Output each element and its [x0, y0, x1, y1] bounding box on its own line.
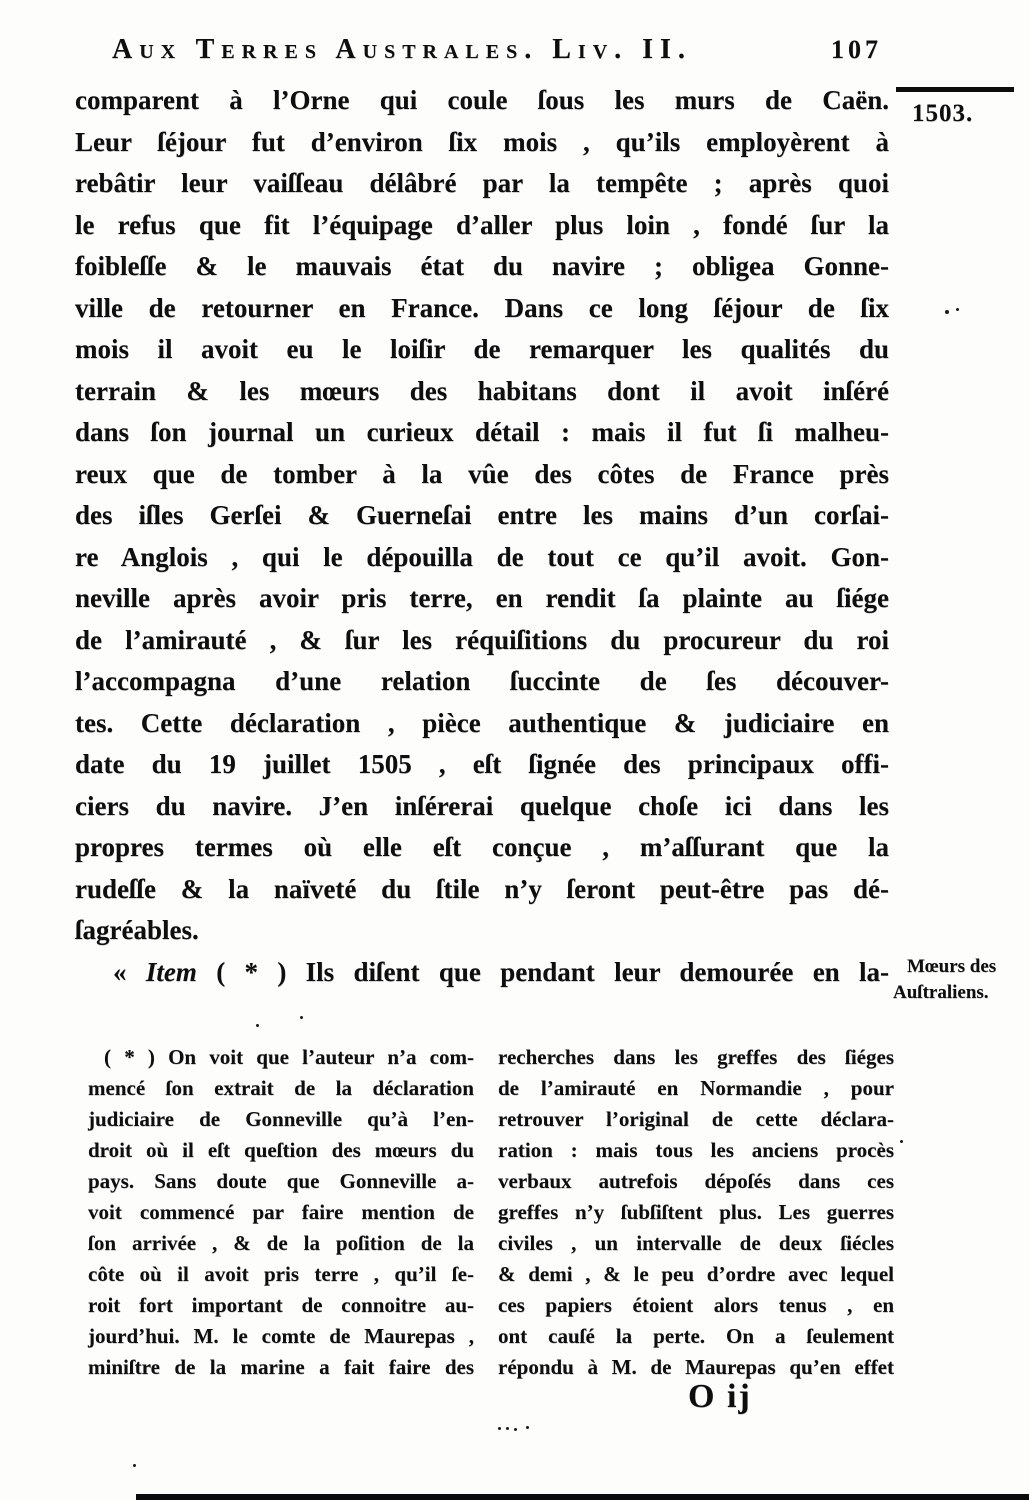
footnote-line: roit fort important de connoitre au-	[88, 1293, 474, 1317]
ink-speck	[514, 1428, 517, 1431]
footnote-left-column	[88, 1042, 474, 1383]
margin-year: 1503.	[912, 100, 974, 127]
text-line: de l’amirauté , & ſur les réquiſitions du procureur du roi	[75, 624, 889, 655]
text-line: rudeſſe & la naïveté du ſtile n’y ſeront peut-être pas dé-	[75, 873, 889, 904]
footnote-line: de l’amirauté en Normandie , pour	[498, 1076, 894, 1100]
ink-speck	[506, 1427, 509, 1430]
text-line: rebâtir leur vaiſſeau délâbré par la tempête ; après quoi	[75, 168, 889, 198]
signature-mark: O ij	[688, 1378, 752, 1415]
ink-speck	[498, 1427, 501, 1430]
quoted-item-line	[75, 952, 889, 994]
margin-side-note	[893, 954, 1027, 1006]
ink-speck	[133, 1464, 136, 1467]
text-line: mois il avoit eu le loiſir de remarquer les qualités du	[75, 334, 889, 364]
footnote-line: civiles , un intervalle de deux ſiécles	[498, 1231, 894, 1255]
header-title: Aux Terres Australes. Liv. II.	[112, 34, 692, 65]
footnote-line: côte où il avoit pris terre , qu’il ſe-	[88, 1262, 474, 1286]
footnote-line: ſon arrivée , & de la poſition de la	[88, 1231, 474, 1255]
footnote-line: jourd’hui. M. le comte de Maurepas ,	[88, 1324, 474, 1348]
item-word-italic: Item	[145, 957, 197, 987]
footnote-line: voit commencé par faire mention de	[88, 1200, 474, 1224]
text-line: Leur ſéjour fut d’environ ſix mois , qu’ils employèrent à	[75, 126, 889, 157]
text-line: ſagréables.	[75, 915, 199, 945]
footnote-line: miniſtre de la marine a fait faire des	[88, 1355, 474, 1379]
text-line: reux que de tomber à la vûe des côtes de France près	[75, 458, 889, 489]
text-line: ciers du navire. J’en inſérerai quelque choſe ici dans les	[75, 790, 889, 821]
footnote-line: ( * ) On voit que l’auteur n’a com-	[104, 1045, 474, 1069]
side-note-line: Mœurs des	[907, 956, 997, 977]
text-line: propres termes où elle eſt conçue , m’aſſurant que la	[75, 832, 889, 862]
text-line: tes. Cette déclaration , pièce authentique & judiciaire en	[75, 707, 889, 738]
scan-edge-bar	[136, 1494, 1029, 1500]
ink-speck	[900, 1140, 903, 1143]
footnote-line: ont cauſé la perte. On a ſeulement	[498, 1324, 894, 1348]
footnote-line: retrouver l’original de cette déclara-	[498, 1107, 894, 1131]
ink-speck	[256, 1024, 259, 1027]
footnote-line: pays. Sans doute que Gonneville a-	[88, 1169, 474, 1193]
footnote-line: verbaux autrefois dépoſés dans ces	[498, 1169, 894, 1193]
main-text-block	[75, 80, 889, 952]
open-quote-mark: «	[113, 957, 127, 987]
text-line: des iſles Gerſei & Guerneſai entre les mains d’un corſai-	[75, 500, 889, 530]
footnote-right-column	[498, 1042, 894, 1383]
text-line: date du 19 juillet 1505 , eſt ſignée des principaux offi-	[75, 749, 889, 779]
footnote-line: mencé ſon extrait de la déclaration	[88, 1076, 474, 1100]
footnote-line: & demi , & le peu d’ordre avec lequel	[498, 1262, 894, 1286]
text-line: ville de retourner en France. Dans ce long ſéjour de ſix	[75, 292, 889, 323]
footnote-line: greffes n’y ſubſiſtent plus. Les guerres	[498, 1200, 894, 1224]
footnote-line: ces papiers étoient alors tenus , en	[498, 1293, 894, 1317]
footnotes-block	[88, 1042, 894, 1383]
text-line: dans ſon journal un curieux détail : mais il fut ſi malheu-	[75, 417, 889, 447]
text-line: foibleſſe & le mauvais état du navire ; obligea Gonne-	[75, 251, 889, 281]
side-note-line: Auſtraliens.	[893, 982, 989, 1003]
text-line: l’accompagna d’une relation ſuccinte de ſes découver-	[75, 666, 889, 696]
footnote-line: judiciaire de Gonneville qu’à l’en-	[88, 1107, 474, 1131]
page-number: 107	[831, 35, 882, 64]
footnote-line: droit où il eſt queſtion des mœurs du	[88, 1138, 474, 1162]
ink-speck	[300, 1016, 303, 1019]
footnote-line: ration : mais tous les anciens procès	[498, 1138, 894, 1162]
text-line: terrain & les mœurs des habitans dont il avoit inſéré	[75, 375, 889, 406]
ink-speck	[945, 310, 949, 314]
footnote-line: répondu à M. de Maurepas qu’en effet	[498, 1355, 894, 1379]
text-line: le refus que fit l’équipage d’aller plus loin , fondé ſur la	[75, 209, 889, 240]
text-line: neville après avoir pris terre, en rendit ſa plainte au ſiége	[75, 583, 889, 613]
ink-speck	[526, 1426, 529, 1429]
ink-speck	[956, 308, 959, 311]
footnote-line: recherches dans les greffes des ſiéges	[498, 1045, 894, 1069]
text-line: comparent à l’Orne qui coule ſous les murs de Caën.	[75, 85, 889, 115]
margin-year-rule	[896, 87, 1014, 92]
running-header	[112, 34, 882, 66]
item-line-rest: ( * ) Ils diſent que pendant leur demourée en la-	[216, 957, 890, 987]
text-line: re Anglois , qui le dépouilla de tout ce qu’il avoit. Gon-	[75, 541, 889, 572]
